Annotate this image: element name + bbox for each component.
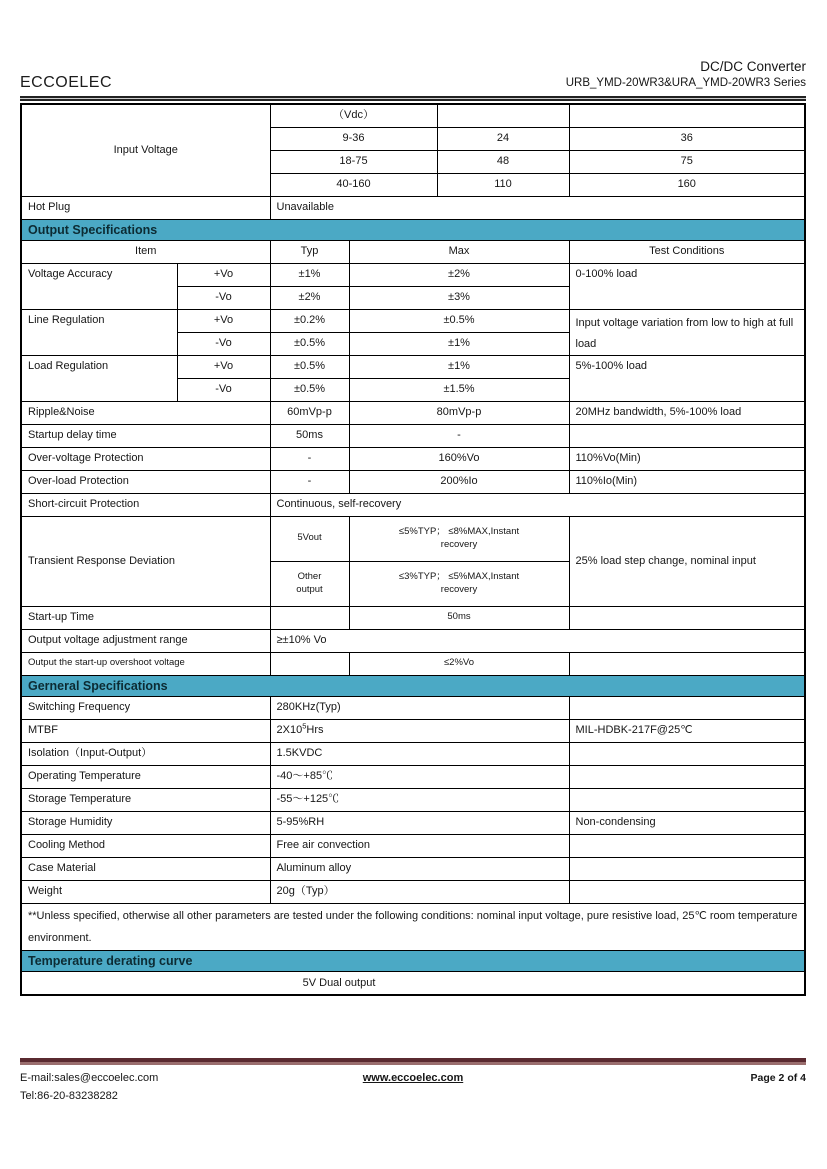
- item-label: Output voltage adjustment range: [22, 629, 270, 652]
- sub-item: -Vo: [177, 286, 270, 309]
- input-max: 75: [569, 150, 804, 173]
- test-conditions: [569, 880, 804, 903]
- test-conditions: Non-condensing: [569, 811, 804, 834]
- col-item: Item: [22, 241, 270, 264]
- output-specs-table: [22, 241, 804, 675]
- col-max: Max: [349, 241, 569, 264]
- footer-contact: [20, 1070, 282, 1105]
- input-voltage-table: [22, 105, 804, 219]
- value: Aluminum alloy: [270, 857, 569, 880]
- item-label: Line Regulation: [22, 309, 177, 355]
- typ-value: ±2%: [270, 286, 349, 309]
- footer-rule-light: [20, 1062, 806, 1065]
- input-range: 40-160: [270, 173, 437, 196]
- typ-value: ±0.5%: [270, 378, 349, 401]
- item-label: MTBF: [22, 719, 270, 742]
- mtbf-base: 2X10: [276, 724, 303, 737]
- table-row: [22, 606, 804, 629]
- spec-sheet: [20, 103, 806, 996]
- item-label: Start-up Time: [22, 606, 270, 629]
- table-header-row: [22, 241, 804, 264]
- value: [270, 719, 569, 742]
- max-value: ±1%: [349, 355, 569, 378]
- transient-output-5v: 5Vout: [270, 516, 349, 561]
- item-label: Voltage Accuracy: [22, 263, 177, 309]
- table-row: [22, 629, 804, 652]
- page-header: [20, 0, 806, 92]
- table-row: [22, 719, 804, 742]
- item-label: Isolation（Input-Output）: [22, 742, 270, 765]
- item-label: Transient Response Deviation: [22, 516, 270, 606]
- test-conditions: [569, 697, 804, 720]
- test-conditions: Input voltage variation from low to high at full load: [569, 309, 804, 355]
- max-value: ±1.5%: [349, 378, 569, 401]
- max-value: -: [349, 424, 569, 447]
- typ-value: ±0.2%: [270, 309, 349, 332]
- mtbf-exponent: 5: [302, 721, 307, 731]
- spec-line: output: [296, 583, 323, 595]
- table-row: [22, 263, 804, 286]
- footer-website-link[interactable]: www.eccoelec.com: [362, 1072, 464, 1084]
- table-row: [22, 834, 804, 857]
- typ-value: [270, 652, 349, 675]
- hot-plug-label: Hot Plug: [22, 196, 270, 219]
- item-label: Operating Temperature: [22, 765, 270, 788]
- item-label: Output the start-up overshoot voltage: [22, 652, 270, 675]
- spec-line: ≤3%TYP； ≤5%MAX,Instant: [398, 570, 520, 582]
- sub-item: -Vo: [177, 332, 270, 355]
- input-voltage-label: Input Voltage: [22, 105, 270, 197]
- table-row: [22, 309, 804, 332]
- header-right: [566, 58, 806, 92]
- test-conditions: [569, 857, 804, 880]
- max-value: ±2%: [349, 263, 569, 286]
- table-row: [22, 493, 804, 516]
- test-conditions: [569, 652, 804, 675]
- transient-output-other: [270, 561, 349, 606]
- section-header-output-specifications: Output Specifications: [22, 219, 804, 241]
- test-conditions: [569, 834, 804, 857]
- mtbf-unit: Hrs: [306, 724, 324, 737]
- item-label: Case Material: [22, 857, 270, 880]
- table-row: [22, 516, 804, 561]
- input-voltage-unit: （Vdc）: [270, 105, 437, 128]
- item-label: Weight: [22, 880, 270, 903]
- general-specs-table: [22, 697, 804, 903]
- page-footer: [20, 1058, 806, 1105]
- sub-item: +Vo: [177, 263, 270, 286]
- hot-plug-value: Unavailable: [270, 196, 804, 219]
- test-conditions: 5%-100% load: [569, 355, 804, 401]
- value: -55～+125℃: [270, 788, 569, 811]
- typ-value: 50ms: [270, 424, 349, 447]
- table-row: [22, 765, 804, 788]
- input-nominal: 24: [437, 127, 569, 150]
- spec-line: Other: [297, 570, 322, 582]
- spec-line: recovery: [440, 583, 478, 595]
- test-conditions: 110%Io(Min): [569, 470, 804, 493]
- input-nominal: 48: [437, 150, 569, 173]
- footer-email: E-mail:sales@eccoelec.com: [20, 1072, 159, 1084]
- series-title: URB_YMD-20WR3&URA_YMD-20WR3 Series: [565, 77, 806, 90]
- max-value: 200%Io: [349, 470, 569, 493]
- item-label: Over-load Protection: [22, 470, 270, 493]
- input-range: 9-36: [270, 127, 437, 150]
- table-row: [22, 470, 804, 493]
- table-row: [22, 355, 804, 378]
- col-test-conditions: Test Conditions: [569, 241, 804, 264]
- item-label: Ripple&Noise: [22, 401, 270, 424]
- max-value: ≤2%Vo: [349, 652, 569, 675]
- item-label: Startup delay time: [22, 424, 270, 447]
- value: Free air convection: [270, 834, 569, 857]
- table-row: [22, 447, 804, 470]
- table-row: [22, 652, 804, 675]
- footer-page-number: Page 2 of 4: [750, 1072, 806, 1084]
- table-row: [22, 880, 804, 903]
- typ-value: ±0.5%: [270, 355, 349, 378]
- derating-subtitle: 5V Dual output: [302, 976, 376, 989]
- value: Continuous, self-recovery: [270, 493, 804, 516]
- value: 5-95%RH: [270, 811, 569, 834]
- typ-value: [270, 606, 349, 629]
- table-row: [22, 424, 804, 447]
- sub-item: +Vo: [177, 355, 270, 378]
- header-rule: [20, 96, 806, 101]
- value: 1.5KVDC: [270, 742, 569, 765]
- input-range: 18-75: [270, 150, 437, 173]
- table-row: [22, 742, 804, 765]
- table-row: [22, 788, 804, 811]
- table-row: [22, 401, 804, 424]
- transient-spec-other: [349, 561, 569, 606]
- item-label: Short-circuit Protection: [22, 493, 270, 516]
- max-value: ±3%: [349, 286, 569, 309]
- item-label: Load Regulation: [22, 355, 177, 401]
- item-label: Switching Frequency: [22, 697, 270, 720]
- col-typ: Typ: [270, 241, 349, 264]
- item-label: Storage Temperature: [22, 788, 270, 811]
- sub-item: -Vo: [177, 378, 270, 401]
- test-conditions: 110%Vo(Min): [569, 447, 804, 470]
- section-header-temperature-derating: Temperature derating curve: [22, 950, 804, 972]
- transient-spec-5v: [349, 516, 569, 561]
- footer-tel: Tel:86-20-83238282: [20, 1089, 118, 1102]
- max-value: 50ms: [349, 606, 569, 629]
- test-conditions: 25% load step change, nominal input: [569, 516, 804, 606]
- test-conditions-footnote: **Unless specified, otherwise all other parameters are tested under the following conditions: nominal input voltage, pure resistive load, 25℃ room temperature environment.: [22, 903, 804, 950]
- typ-value: -: [270, 447, 349, 470]
- test-conditions: 0-100% load: [569, 263, 804, 309]
- max-value: 80mVp-p: [349, 401, 569, 424]
- value: ≥±10% Vo: [270, 629, 804, 652]
- table-row: [22, 811, 804, 834]
- typ-value: -: [270, 470, 349, 493]
- spec-line: recovery: [440, 538, 478, 550]
- table-row: [22, 196, 804, 219]
- test-conditions: 20MHz bandwidth, 5%-100% load: [569, 401, 804, 424]
- brand-logo-text: ECCOELEC: [20, 73, 113, 91]
- test-conditions: [569, 765, 804, 788]
- value: -40～+85℃: [270, 765, 569, 788]
- item-label: Over-voltage Protection: [22, 447, 270, 470]
- section-header-general-specifications: Gerneral Specifications: [22, 675, 804, 697]
- empty-cell: [437, 105, 569, 128]
- item-label: Storage Humidity: [22, 811, 270, 834]
- input-max: 36: [569, 127, 804, 150]
- test-conditions: [569, 788, 804, 811]
- page-content: [20, 0, 806, 996]
- typ-value: 60mVp-p: [270, 401, 349, 424]
- item-label: Cooling Method: [22, 834, 270, 857]
- value: 280KHz(Typ): [270, 697, 569, 720]
- table-row: [22, 105, 804, 128]
- test-conditions: [569, 424, 804, 447]
- table-row: [22, 697, 804, 720]
- typ-value: ±0.5%: [270, 332, 349, 355]
- max-value: ±1%: [349, 332, 569, 355]
- input-max: 160: [569, 173, 804, 196]
- test-conditions: [569, 742, 804, 765]
- input-nominal: 110: [437, 173, 569, 196]
- test-conditions: MIL-HDBK-217F@25℃: [569, 719, 804, 742]
- max-value: ±0.5%: [349, 309, 569, 332]
- sub-item: +Vo: [177, 309, 270, 332]
- value: 20g（Typ）: [270, 880, 569, 903]
- empty-cell: [569, 105, 804, 128]
- max-value: 160%Vo: [349, 447, 569, 470]
- table-row: [22, 857, 804, 880]
- test-conditions: [569, 606, 804, 629]
- product-title: DC/DC Converter: [700, 59, 806, 74]
- typ-value: ±1%: [270, 263, 349, 286]
- spec-line: ≤5%TYP； ≤8%MAX,Instant: [398, 525, 520, 537]
